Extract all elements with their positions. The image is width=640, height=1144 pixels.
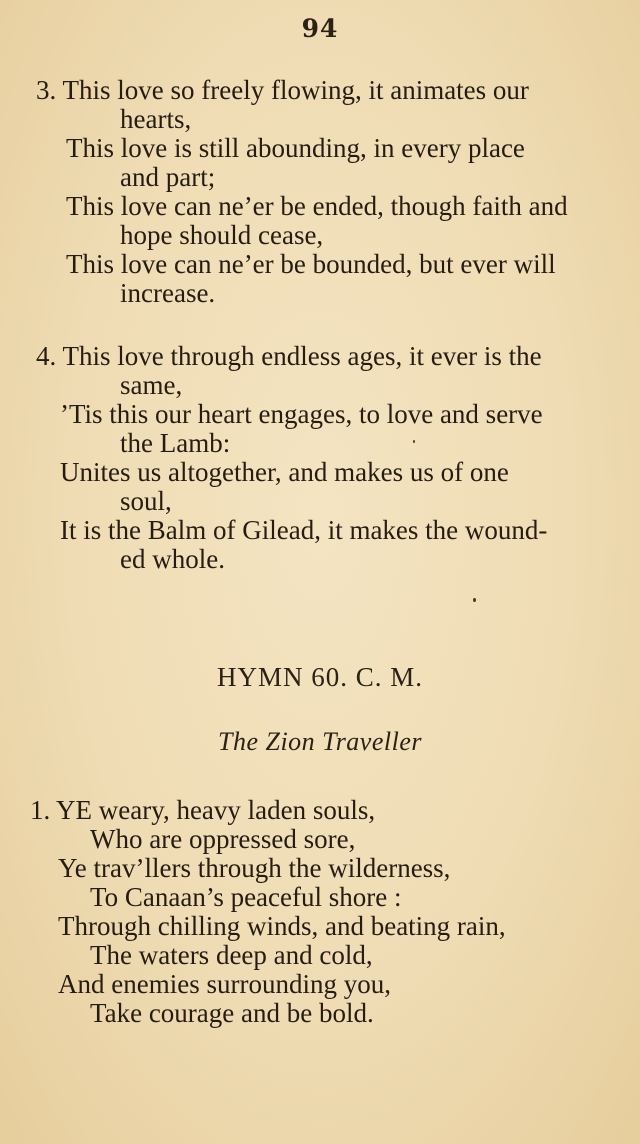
verse-line: This love is still abounding, in every place xyxy=(66,133,525,163)
verse-line: increase. xyxy=(120,278,216,308)
verse-line: 3. This love so freely flowing, it animates our xyxy=(36,75,529,105)
verse-line: Through chilling winds, and beating rain, xyxy=(58,911,506,941)
verse-line: hope should cease, xyxy=(120,220,324,250)
verse-line: same, xyxy=(120,370,183,400)
verse-line: and part; xyxy=(120,162,216,192)
verse-line: Unites us altogether, and makes us of one xyxy=(60,457,509,487)
verse-line: ’Tis this our heart engages, to love and serve xyxy=(60,399,543,429)
verse-line: hearts, xyxy=(120,104,192,134)
verse-line: the Lamb: xyxy=(120,428,231,458)
verse-line: It is the Balm of Gilead, it makes the wound- xyxy=(60,515,548,545)
hymn-title: HYMN 60. C. M. xyxy=(216,662,424,692)
verse-line: To Canaan’s peaceful shore : xyxy=(90,882,402,912)
hymn-subtitle: The Zion Traveller xyxy=(217,727,422,756)
verse-line: 4. This love through endless ages, it ever is the xyxy=(36,341,542,371)
verse-line: Ye trav’llers through the wilderness, xyxy=(58,853,451,883)
verse-line: Who are oppressed sore, xyxy=(90,824,356,854)
ink-speck xyxy=(413,440,415,443)
verse-line: 1. YE weary, heavy laden souls, xyxy=(30,795,376,825)
verse-line: ed whole. xyxy=(120,544,225,574)
verse-line: And enemies surrounding you, xyxy=(58,969,391,999)
verse-line: This love can ne’er be ended, though faith and xyxy=(66,191,568,221)
page-number: 94 xyxy=(301,14,339,43)
verse-line: This love can ne’er be bounded, but ever will xyxy=(66,249,556,279)
ink-speck xyxy=(473,598,476,602)
verse-line: The waters deep and cold, xyxy=(90,940,373,970)
verse-line: soul, xyxy=(120,486,172,516)
verse-line: Take courage and be bold. xyxy=(90,998,374,1028)
